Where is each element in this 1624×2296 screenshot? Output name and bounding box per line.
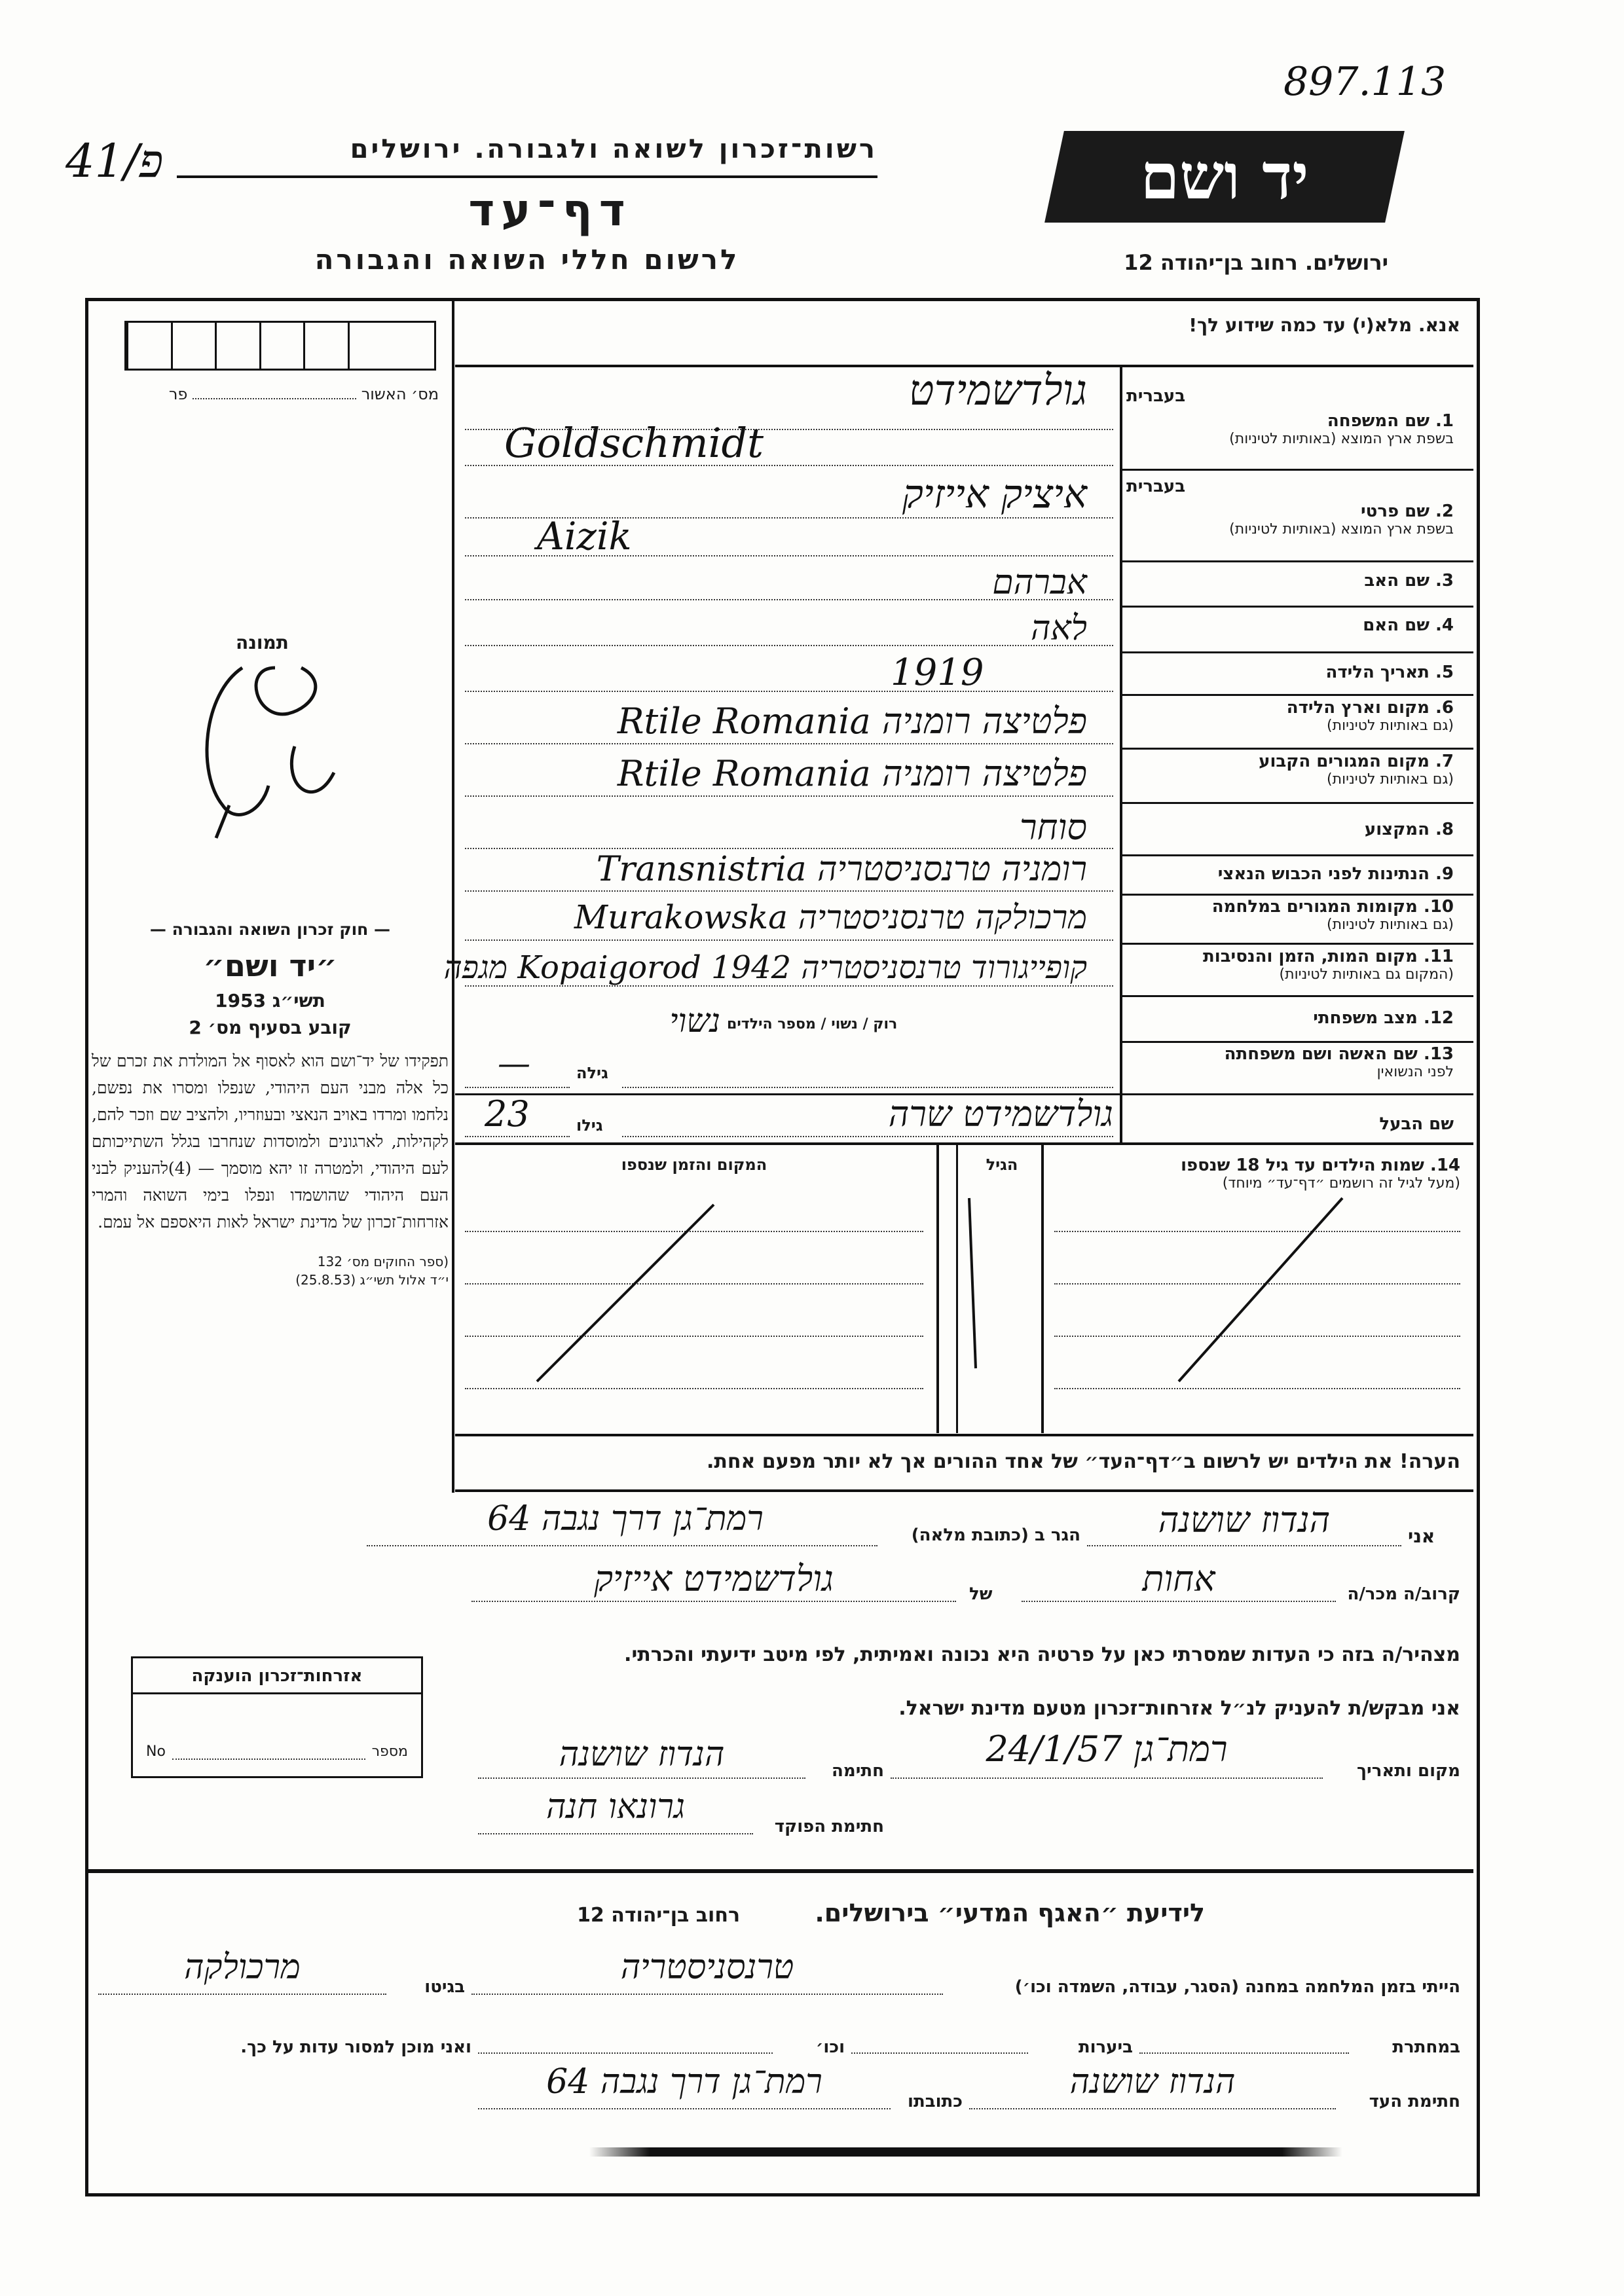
death-place-value: קופייגורוד טרנסניסטריה Kopaigorod 1942 מגפה <box>443 949 1087 986</box>
husband-age-label: גילו <box>576 1116 603 1135</box>
etc-label: וכו׳ <box>815 2037 845 2057</box>
children-header: 14. שמות הילדים עד גיל 18 שנספו (מעל לגיל זה רושמים ״דף־עד״ מיוחד) <box>1181 1156 1460 1192</box>
field-first-name: בעברית 2. שם פרטי בשפת ארץ המוצא (באותיות לטיניות) <box>1126 477 1454 538</box>
citizenship-box <box>131 1656 423 1778</box>
law-citation-date: י״ד אלול תשי״ג (25.8.53) <box>295 1272 449 1288</box>
nationality-value: רומניה טרנסניסטריה Transnistria <box>596 850 1087 889</box>
ready-label: ואני מוכן למסור עדות על כך. <box>240 2037 471 2057</box>
signature-value: הנדוז שושנה <box>559 1735 725 1774</box>
logo-text: יד ושם <box>1140 139 1309 213</box>
birth-date-value: 1919 <box>891 651 984 694</box>
photo-area-scribble <box>164 642 360 864</box>
form-subtitle: לרשום חללי השואה והגבורה <box>314 244 740 276</box>
law-heading: — חוק זכרון השואה והגבורה — <box>149 920 391 939</box>
officer-signature-label: חתימת הפוקד <box>774 1817 884 1836</box>
camp-value: טרנסניסטריה <box>620 1948 794 1987</box>
law-year: תשי״ג 1953 <box>215 990 325 1011</box>
marital-status-value: נשוי <box>669 1002 720 1040</box>
citizenship-number-label: מספר <box>371 1743 408 1760</box>
wife-age-label: גילה <box>576 1064 608 1082</box>
mother-name-value: לאה <box>1031 609 1087 648</box>
residence-label: הגר ב (כתובת מלאה) <box>911 1525 1080 1545</box>
photo-label: תמונה <box>236 632 289 653</box>
approval-boxes <box>124 321 436 371</box>
institution-name: רשות־זכרון לשואה ולגבורה. ירושלים <box>350 134 877 164</box>
wartime-residence-value: מרכולקה טרנסניסטריה Murakowska <box>574 898 1087 936</box>
scan-smudge <box>589 2147 1342 2157</box>
of-value: גולדשמידט אייזיק <box>594 1558 834 1599</box>
witness-address-label: כתובתו <box>908 2092 963 2111</box>
field-wartime-residence: 10. מקומות המגורים במלחמה (גם באותיות לטיניות) <box>1211 897 1454 933</box>
ghetto-value: מרכולקה <box>184 1948 301 1987</box>
please-line: אנא. מלא(י) עד כמה שידוע לך! <box>1189 314 1460 336</box>
page-number: 41/פ <box>65 134 164 188</box>
children-note: הערה! את הילדים יש לרשום ב״דף־העד״ של אחד ההורים אך לא יותר מפעם אחת. <box>707 1450 1460 1473</box>
first-name-latin: Aizik <box>537 514 632 558</box>
first-name-hebrew: איציק אייזיק <box>902 471 1087 517</box>
family-name-hebrew: גולדשמידט <box>908 367 1087 415</box>
family-name-latin: Goldschmidt <box>504 419 764 467</box>
officer-signature-value: גרונאו חנה <box>545 1787 686 1827</box>
declarant-address: רמת־גן דרך נגבה 64 <box>487 1499 764 1539</box>
declarant-name: הנדוז שושנה <box>1158 1499 1331 1540</box>
field-mother-name: 4. שם האם <box>1363 615 1454 635</box>
residence-value: פלטיצה רומניה Rtile Romania <box>617 753 1087 794</box>
law-name: ״יד ושם״ <box>203 948 337 983</box>
signature-label: חתימה <box>832 1761 884 1781</box>
field-father-name: 3. שם האב <box>1364 571 1454 591</box>
of-label: של <box>969 1584 993 1604</box>
field-birth-place: 6. מקום וארץ הלידה (גם באותיות לטיניות) <box>1286 698 1454 734</box>
husband-name-value: גולדשמידט שרה <box>888 1093 1113 1135</box>
approval-suffix: פר <box>168 385 188 403</box>
declarant-label: אני <box>1408 1525 1435 1547</box>
citizenship-request: אני מבקש/ת להעניק לנ״ל אזרחות־זכרון מטעם מדינת ישראל. <box>898 1697 1460 1720</box>
children-place-header: המקום והזמן שנספו <box>621 1156 767 1174</box>
witness-value: הנדוז שושנה <box>1069 2062 1236 2102</box>
header-address: ירושלים. רחוב בן־יהודה 12 <box>1124 250 1388 275</box>
field-residence: 7. מקום המגורים הקבוע (גם באותיות לטיניות) <box>1259 752 1454 788</box>
info-title: לידיעת ״האגף המדעי״ בירושלים. <box>815 1899 1205 1927</box>
ghetto-label: בגיטו <box>424 1977 465 1997</box>
field-death-place: 11. מקום המות, הזמן והנסיבות (המקום גם באותיות לטיניות) <box>1203 947 1454 983</box>
witness-label: חתימת העד <box>1369 2092 1460 2111</box>
declaration-statement: מצהיר/ה בזה כי העדות שמסרתי כאן על פרטיה היא נכונה ואמיתית, לפי מיטב ידיעתי והכרתי. <box>624 1643 1460 1666</box>
law-citation: (ספר החוקים מס׳ 132 <box>317 1254 449 1269</box>
field-husband-name: שם הבעל <box>1379 1114 1454 1134</box>
citizenship-no-label: No <box>146 1743 166 1760</box>
place-date-value: רמת־גן 24/1/57 <box>986 1728 1228 1770</box>
top-number: 897.113 <box>1283 59 1447 105</box>
partisans-label: ביערות <box>1078 2037 1133 2057</box>
form-title: דף־עד <box>468 185 632 236</box>
field-family-name: בעברית 1. שם המשפחה בשפת ארץ המוצא (באותיות לטיניות) <box>1126 386 1454 447</box>
profession-value: סוחר <box>1019 807 1087 848</box>
wife-name-value: — <box>498 1044 530 1082</box>
law-block <box>92 920 449 1509</box>
approval-label: מס׳ האשור <box>361 385 439 403</box>
field-nationality: 9. הנתינות לפני הכבוש הנאצי <box>1217 864 1454 884</box>
citizenship-title: אזרחות־זכרון הוענקה <box>133 1658 421 1694</box>
field-marital-status: 12. מצב משפחתי <box>1313 1008 1454 1028</box>
birth-place-value: פלטיצה רומניה Rtile Romania <box>617 701 1087 742</box>
place-date-label: מקום ותאריך <box>1357 1761 1460 1781</box>
camp-line: הייתי בזמן המלחמה במחנה (הסגר, עבודה, השמדה וכו׳) <box>1014 1977 1460 1997</box>
witness-address-value: רמת־גן דרך נגבה 64 <box>546 2062 822 2102</box>
info-address: רחוב בן־יהודה 12 <box>577 1904 740 1927</box>
field-wife-name: 13. שם האשה ושם משפחתה לפני הנשואין <box>1224 1044 1454 1080</box>
relation-value: אחות <box>1142 1558 1215 1599</box>
law-body: תפקידו של יד־ושם הוא לאסוף אל המולדת את זכרם של כל אלה מבני העם היהודי, שנפלו ומסרו את נפשם, נלחמו ומרדו באויב הנאצי ובעוזריו, ולהציב שם וזכר להם, לקהילות, לארגונים ולמוסדות שנחרבו בגלל השתייכותם לעם היהודי, ולמטרה זו יהא מוסמך — (4)להעניק לבני העם היהודי שהושמדו ונפלו בימי השואה והמרי אזרחות־זכרון של מדינת ישראל לאות היאספם אל עמם. <box>92 1051 449 1231</box>
field-profession: 8. המקצוע <box>1364 820 1454 839</box>
field-birth-date: 5. תאריך הלידה <box>1325 663 1454 682</box>
yad-vashem-logo <box>1044 131 1405 223</box>
children-strike-lines <box>458 1146 1473 1434</box>
marital-hint: רוק / נשוי / מספר הילדים <box>727 1016 898 1032</box>
children-age-header: הגיל <box>986 1156 1018 1174</box>
father-name-value: אברהם <box>992 563 1087 602</box>
underground-label: במחתרת <box>1392 2037 1460 2057</box>
relation-label: קרוב/ה מכר/ה <box>1347 1584 1460 1604</box>
husband-age-value: 23 <box>485 1093 530 1135</box>
law-section: קובע בסעיף מס׳ 2 <box>189 1017 352 1038</box>
